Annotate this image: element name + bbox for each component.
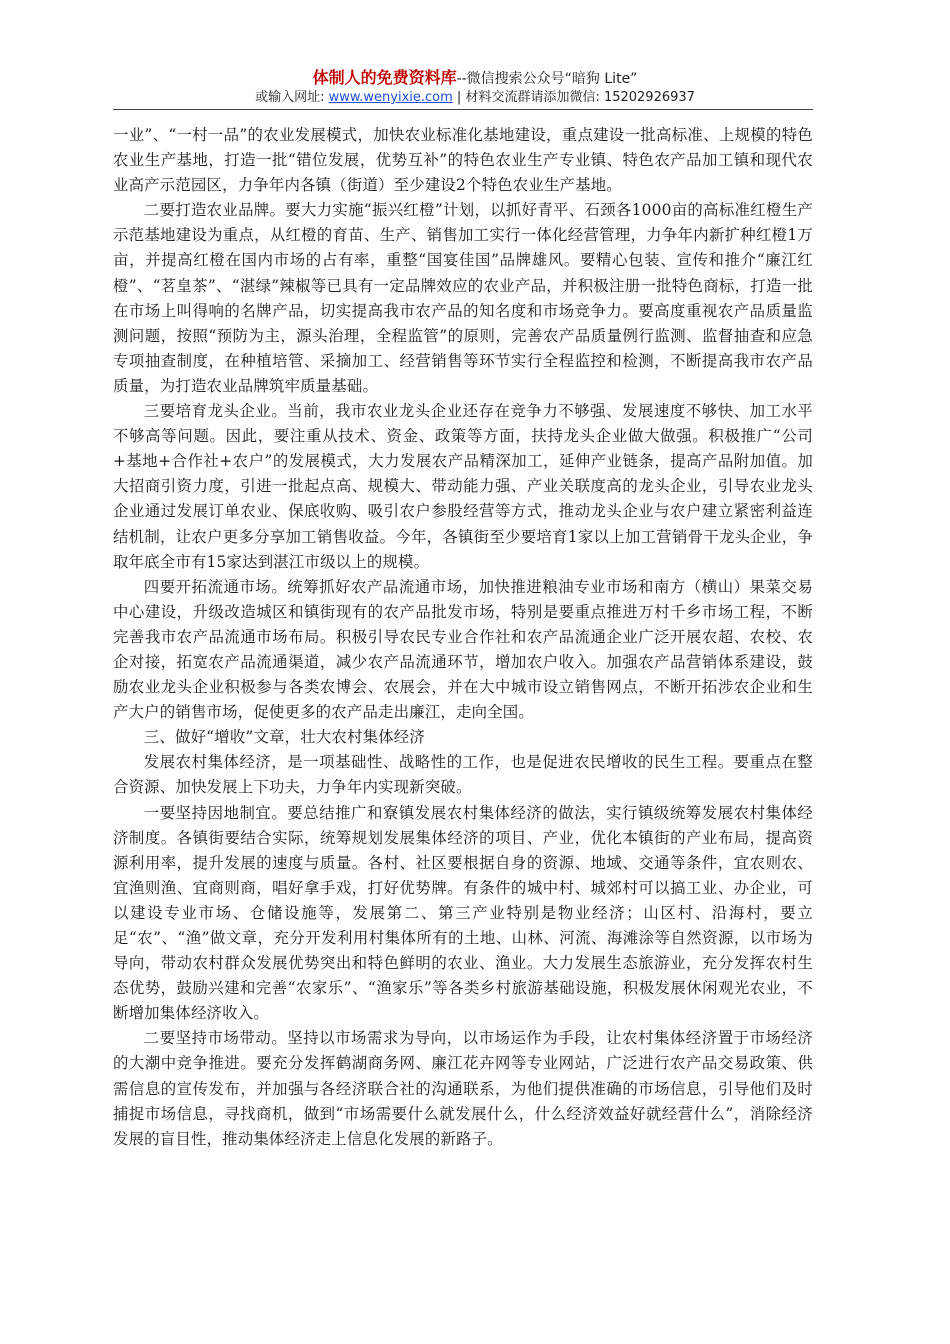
header-line-1: [0, 68, 950, 89]
header-wechat-text: --微信搜索公众号“暗狗 Lite”: [456, 71, 638, 87]
header-divider: [113, 109, 813, 110]
header-brand: 体制人的免费资料库: [312, 68, 457, 87]
paragraph-circulation-market: 四要开拓流通市场。统筹抓好农产品流通市场，加快推进粮油专业市场和南方（横山）果菜交易中心建设，升级改造城区和镇街现有的农产品批发市场，特别是要重点推进万村千乡市场工程，不断完善我市农产品流通市场布局。积极引导农民专业合作社和农产品流通企业广泛开展农超、农校、农企对接，拓宽农产品流通渠道，减少农产品流通环节，增加农户收入。加强农产品营销体系建设，鼓励农业龙头企业积极参与各类农博会、农展会，并在大中城市设立销售网点，不断开拓涉农企业和生产大户的销售市场，促使更多的农产品走出廉江，走向全国。: [113, 577, 813, 722]
header-url-prefix: 或输入网址:: [255, 90, 329, 105]
paragraph-leading-enterprises: 三要培育龙头企业。当前，我市农业龙头企业还存在竞争力不够强、发展速度不够快、加工水平不够高等问题。因此，要注重从技术、资金、政策等方面，扶持龙头企业做大做强。积极推广“公司+基地+合作社+农户”的发展模式，大力发展农产品精深加工，延伸产业链条，提高产品附加值。加大招商引资力度，引进一批起点高、规模大、带动能力强、产业关联度高的龙头企业，引导农业龙头企业通过发展订单农业、保底收购、吸引农户参股经营等方式，推动龙头企业与农户建立紧密利益连结机制，让农户更多分享加工销售收益。今年，各镇街至少要培育1家以上加工营销骨干龙头企业，争取年底全市有15家达到湛江市级以上的规模。: [113, 402, 813, 571]
paragraph-market-driven: 二要坚持市场带动。坚持以市场需求为导向，以市场运作为手段，让农村集体经济置于市场经济的大潮中竞争推进。要充分发挥鹤湖商务网、廉江花卉网等专业网站，广泛进行农产品交易政策、供需信息的宣传发布，并加强与各经济联合社的沟通联系，为他们提供准确的市场信息，引导他们及时捕捉市场信息，寻找商机，做到“市场需要什么就发展什么，什么经济效益好就经营什么”，消除经济发展的盲目性，推动集体经济走上信息化发展的新路子。: [113, 1029, 813, 1148]
paragraph-collective-economy-intro: 发展农村集体经济，是一项基础性、战略性的工作，也是促进农民增收的民生工程。要重点在整合资源、加快发展上下功夫，力争年内实现新突破。: [113, 753, 813, 797]
document-body: [113, 123, 813, 1152]
paragraph-continued: 一业”、“一村一品”的农业发展模式，加快农业标准化基地建设，重点建设一批高标准、上规模的特色农业生产基地，打造一批“错位发展，优势互补”的特色农业生产专业镇、特色农产品加工镇和现代农业高产示范园区，力争年内各镇（街道）至少建设2个特色农业生产基地。: [113, 126, 813, 195]
header-url-link[interactable]: www.wenyixie.com: [328, 90, 453, 105]
paragraph-local-conditions: 一要坚持因地制宜。要总结推广和寮镇发展农村集体经济的做法，实行镇级统筹发展农村集体经济制度。各镇街要结合实际，统筹规划发展集体经济的项目、产业，优化本镇街的产业布局，提高资源利用率，提升发展的速度与质量。各村、社区要根据自身的资源、地域、交通等条件，宜农则农、宜渔则渔、宜商则商，唱好拿手戏，打好优势牌。有条件的城中村、城郊村可以搞工业、办企业，可以建设专业市场、仓储设施等，发展第二、第三产业特别是物业经济；山区村、沿海村，要立足“农”、“渔”做文章，充分开发利用村集体所有的土地、山林、河流、海滩涂等自然资源，以市场为导向，带动农村群众发展优势突出和特色鲜明的农业、渔业。大力发展生态旅游业，充分发挥农村生态优势，鼓励兴建和完善“农家乐”、“渔家乐”等各类乡村旅游基础设施，积极发展休闲观光农业，不断增加集体经济收入。: [113, 803, 813, 1023]
header-line-2: [0, 89, 950, 107]
section-heading-collective-economy: 三、做好“增收”文章，壮大农村集体经济: [143, 728, 425, 747]
header-contact-text: | 材料交流群请添加微信: 15202926937: [452, 90, 695, 105]
page-header: [0, 68, 950, 107]
paragraph-brand-building: 二要打造农业品牌。要大力实施“振兴红橙”计划，以抓好青平、石颈各1000亩的高标准红橙生产示范基地建设为重点，从红橙的育苗、生产、销售加工实行一体化经营管理，力争年内新扩种红橙1万亩，并提高红橙在国内市场的占有率，重整“国宴佳国”品牌雄风。要精心包装、宣传和推介“廉江红橙”、“茗皇茶”、“湛绿”辣椒等已具有一定品牌效应的农业产品，并积极注册一批特色商标，打造一批在市场上叫得响的名牌产品，切实提高我市农产品的知名度和市场竞争力。要高度重视农产品质量监测问题，按照“预防为主，源头治理，全程监管”的原则，完善农产品质量例行监测、监督抽查和应急专项抽查制度，在种植培管、采摘加工、经营销售等环节实行全程监控和检测，不断提高我市农产品质量，为打造农业品牌筑牢质量基础。: [113, 201, 813, 395]
